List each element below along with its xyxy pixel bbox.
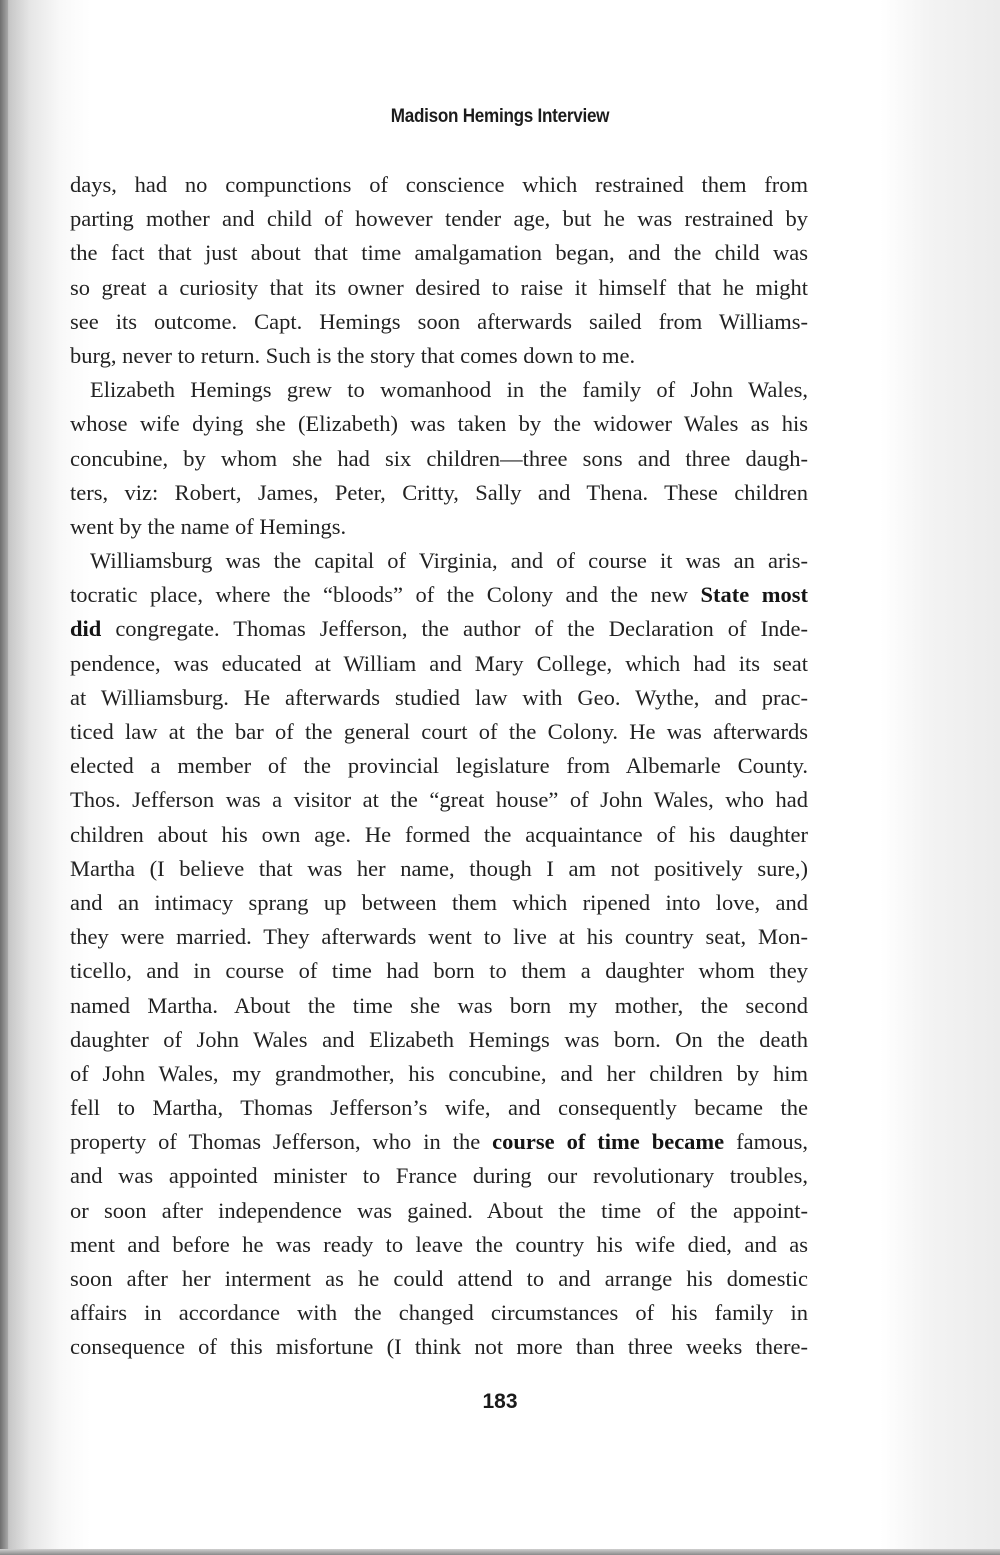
text-line: burg, never to return. Such is the story that comes down to me. bbox=[70, 342, 636, 368]
text-line: so great a curiosity that its owner desired to raise it himself that he might bbox=[70, 274, 808, 300]
text-line: pendence, was educated at William and Mary College, which had its seat bbox=[70, 650, 808, 676]
text-line: ticello, and in course of time had born to them a daughter whom they bbox=[70, 958, 808, 984]
text-line: at Williamsburg. He afterwards studied law with Geo. Wythe, and prac- bbox=[70, 684, 808, 710]
text-line: of John Wales, my grandmother, his concubine, and her children by him bbox=[70, 1060, 808, 1086]
text-line: elected a member of the provincial legislature from Albemarle County. bbox=[70, 753, 808, 779]
text-line: Thos. Jefferson was a visitor at the “great house” of John Wales, who had bbox=[70, 787, 808, 813]
body-text bbox=[70, 168, 808, 1365]
spine-shadow bbox=[0, 0, 8, 1555]
text-line: the fact that just about that time amalgamation began, and the child was bbox=[70, 240, 808, 266]
text-line: ters, viz: Robert, James, Peter, Critty, Sally and Thena. These children bbox=[70, 479, 808, 505]
text-line: children about his own age. He formed the acquaintance of his daughter bbox=[70, 821, 808, 847]
text-line bbox=[70, 612, 808, 646]
text-line: consequence of this misfortune (I think not more than three weeks there- bbox=[70, 1334, 808, 1360]
text-line: they were married. They afterwards went to live at his country seat, Mon- bbox=[70, 924, 808, 950]
text-line: ticed law at the bar of the general court of the Colony. He was afterwards bbox=[70, 719, 808, 744]
text-line: Elizabeth Hemings grew to womanhood in the family of John Wales, bbox=[90, 377, 808, 403]
text-line: days, had no compunctions of conscience which restrained them from bbox=[70, 172, 808, 197]
bold-text: did bbox=[70, 616, 102, 642]
page-bottom-edge bbox=[0, 1549, 1000, 1555]
text-span: property of Thomas Jefferson, who in the bbox=[70, 1129, 493, 1155]
text-line: soon after her interment as he could attend to and arrange his domestic bbox=[70, 1266, 808, 1291]
text-span: congregate. Thomas Jefferson, the author of the Declaration of Inde- bbox=[115, 616, 808, 642]
running-head: Madison Hemings Interview bbox=[390, 106, 610, 127]
text-line: concubine, by whom she had six children—three sons and three daugh- bbox=[70, 445, 808, 471]
text-line: or soon after independence was gained. About the time of the appoint- bbox=[70, 1197, 808, 1223]
text-span: famous, bbox=[724, 1129, 808, 1155]
text-line: fell to Martha, Thomas Jefferson’s wife, and consequently became the bbox=[70, 1095, 808, 1121]
text-span: tocratic place, where the “bloods” of the Colony and the new bbox=[70, 582, 701, 608]
text-line: Martha (I believe that was her name, though I am not positively sure,) bbox=[70, 855, 808, 881]
text-line bbox=[70, 1125, 808, 1159]
page-number: 183 bbox=[482, 1390, 518, 1413]
bold-text: State most bbox=[700, 582, 808, 608]
text-line: whose wife dying she (Elizabeth) was taken by the widower Wales as his bbox=[70, 411, 808, 437]
text-line: affairs in accordance with the changed circumstances of his family in bbox=[70, 1300, 808, 1326]
text-line: and was appointed minister to France during our revolutionary troubles, bbox=[70, 1163, 808, 1189]
text-line bbox=[70, 578, 808, 612]
text-line: parting mother and child of however tender age, but he was restrained by bbox=[70, 206, 808, 232]
text-line: ment and before he was ready to leave the country his wife died, and as bbox=[70, 1231, 808, 1257]
text-line: and an intimacy sprang up between them which ripened into love, and bbox=[70, 889, 808, 915]
text-line: Williamsburg was the capital of Virginia, and of course it was an aris- bbox=[90, 548, 808, 574]
bold-text: course of time became bbox=[492, 1129, 725, 1155]
text-line: see its outcome. Capt. Hemings soon afterwards sailed from Williams- bbox=[70, 308, 808, 334]
text-line: named Martha. About the time she was born my mother, the second bbox=[70, 992, 808, 1018]
text-line: daughter of John Wales and Elizabeth Hemings was born. On the death bbox=[70, 1026, 808, 1052]
text-line: went by the name of Hemings. bbox=[70, 513, 347, 539]
